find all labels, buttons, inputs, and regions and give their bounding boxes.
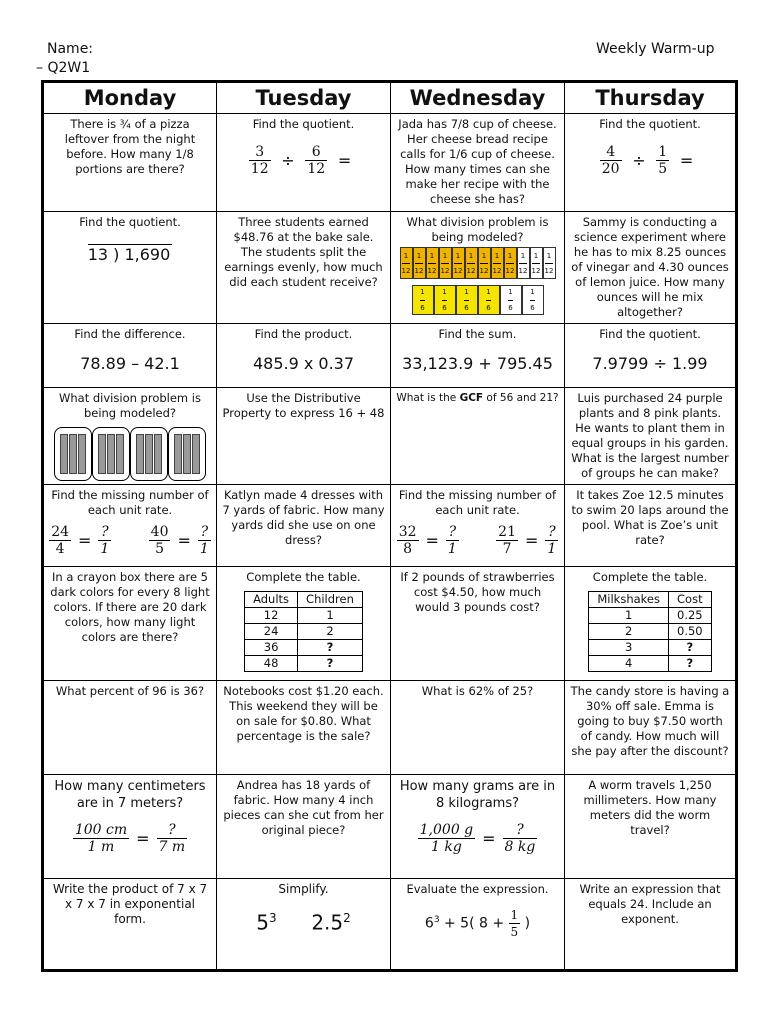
equals-sign: =: [482, 829, 496, 848]
group-box: [168, 427, 206, 481]
problem-cell: [565, 212, 737, 324]
bar-piece: [154, 434, 162, 474]
expression: 7.9799 ÷ 1.99: [592, 354, 708, 373]
table-row: [245, 624, 363, 640]
problem-cell: [217, 485, 391, 567]
fraction-strip-cell: 1 12: [439, 247, 452, 279]
numerator: 1,000 g: [419, 822, 474, 838]
problem-text: Notebooks cost $1.20 each. This weekend they will be on sale for $0.80. What percentage is the sale?: [223, 684, 384, 743]
page-title: Weekly Warm-up: [596, 41, 715, 57]
problem-prompt: Find the quotient.: [79, 215, 181, 229]
exponent: 2: [343, 911, 351, 925]
table-cell: 24: [245, 624, 298, 640]
equals-sign: =: [177, 531, 191, 550]
denominator: 1: [199, 541, 209, 557]
fraction-strip-cell: 1 6: [478, 285, 500, 315]
problem-prompt: Find the quotient.: [252, 117, 355, 131]
numerator: ?: [98, 524, 111, 541]
problem-cell: [43, 324, 217, 388]
day-thursday: Thursday: [565, 82, 737, 114]
equals-sign: =: [425, 531, 439, 550]
problem-prompt: Find the product.: [254, 327, 353, 341]
numerator: ?: [198, 524, 211, 541]
problem-cell: [391, 879, 565, 971]
problem-cell: [43, 681, 217, 775]
group-box: [130, 427, 168, 481]
table-cell: ?: [669, 656, 712, 672]
numerator: 1: [510, 908, 519, 922]
numerator: 4: [600, 144, 622, 161]
problem-prompt: Find the missing number of each unit rate.: [51, 488, 209, 517]
bar-piece: [192, 434, 200, 474]
table-cell: 1: [589, 608, 669, 624]
problem-text: Katlyn made 4 dresses with 7 yards of fabric. How many yards did she use on one dress?: [222, 488, 385, 547]
problem-prompt: Evaluate the expression.: [406, 882, 549, 896]
problem-text: Andrea has 18 yards of fabric. How many 4 inch pieces can she cut from her original piece?: [223, 778, 384, 837]
problem-text: How many grams are in 8 kilograms?: [399, 779, 556, 811]
problem-prompt: What division problem is being modeled?: [406, 215, 549, 244]
fraction-strip-cell: 1 12: [504, 247, 517, 279]
problem-cell: [391, 681, 565, 775]
numerator: 100 cm: [74, 822, 128, 838]
bar-piece: [107, 434, 115, 474]
denominator: 7 m: [158, 839, 186, 855]
problem-prompt: What division problem is being modeled?: [59, 391, 201, 420]
unit-rate-equations: [49, 524, 211, 557]
long-division: 13 ) 1,690: [87, 245, 171, 264]
bar-piece: [69, 434, 77, 474]
table-cell: ?: [298, 656, 363, 672]
fraction-strip-cell: 1 12: [530, 247, 543, 279]
problem-cell: [565, 114, 737, 212]
problem-text: The candy store is having a 30% off sale. Emma is going to buy $7.50 worth of candy. How much will she pay after the discount?: [570, 684, 730, 758]
expression: $6^3 + 5$( 8 + $\frac{1}{5}$ ): [424, 908, 531, 939]
bar-piece: [174, 434, 182, 474]
day-tuesday: Tuesday: [217, 82, 391, 114]
bar-piece: [60, 434, 68, 474]
fraction-strip-cell: 1 12: [465, 247, 478, 279]
problem-text: What is 62% of 25?: [421, 684, 534, 698]
gcf-term: GCF: [459, 392, 484, 404]
problem-text: How many centimeters are in 7 meters?: [54, 779, 206, 811]
numerator: 21: [498, 524, 516, 540]
equals-sign: =: [524, 531, 539, 550]
week-code: – Q2W1: [36, 60, 91, 76]
problem-text: Write the product of 7 x 7 x 7 x 7 in exponential form.: [52, 882, 208, 926]
table-cell: ?: [298, 640, 363, 656]
equals-sign: =: [136, 829, 150, 848]
day-monday: Monday: [43, 82, 217, 114]
bar-piece: [136, 434, 144, 474]
problem-prompt: Find the quotient.: [599, 117, 701, 131]
denominator: 5: [155, 541, 165, 557]
expression: 78.89 – 42.1: [80, 354, 180, 373]
problem-cell: [217, 388, 391, 485]
problem-prompt: Find the difference.: [74, 327, 186, 341]
name-label: Name:: [47, 41, 94, 57]
table-cell: 48: [245, 656, 298, 672]
day-wednesday: Wednesday: [391, 82, 565, 114]
problem-cell: [43, 879, 217, 971]
table-cell: ?: [669, 640, 712, 656]
bar-piece: [145, 434, 153, 474]
ratio-table: [244, 591, 363, 672]
problem-cell: [43, 485, 217, 567]
denominator: 1 m: [87, 839, 115, 855]
table-cell: 1: [298, 608, 363, 624]
table-row: [245, 608, 363, 624]
problem-text: Sammy is conducting a science experiment where he has to mix 8.25 ounces of vinegar and 4.30 ounces of lemon juice. How many ounces will he mix altogether?: [571, 215, 729, 319]
numerator: 24: [51, 524, 70, 540]
conversion-equation: [49, 822, 211, 855]
unit-rate-equations: [396, 524, 559, 557]
problem-cell: [565, 324, 737, 388]
exponent: 3: [268, 911, 277, 925]
numerator: 3: [249, 144, 271, 161]
base: 5: [256, 910, 269, 935]
table-cell: 2: [298, 624, 363, 640]
problem-text: There is ¾ of a pizza leftover from the night before. How many 1/8 portions are there?: [64, 117, 196, 176]
problem-cell: [217, 775, 391, 879]
table-header: Children: [298, 592, 363, 608]
sixths-fraction-strip: [396, 285, 559, 315]
problem-text: It takes Zoe 12.5 minutes to swim 20 laps around the pool. What is Zoe’s unit rate?: [571, 488, 729, 547]
exponent: 3: [433, 914, 440, 925]
denominator: 1: [100, 541, 110, 557]
ratio-table: [588, 591, 711, 672]
fraction-strip-cell: 1 12: [452, 247, 465, 279]
problem-prompt: Simplify.: [278, 882, 329, 896]
fraction-strip-cell: 1 12: [517, 247, 530, 279]
group-box: [92, 427, 130, 481]
problem-text: What percent of 96 is 36?: [55, 684, 205, 698]
problem-cell: [217, 879, 391, 971]
numerator: ?: [503, 822, 538, 839]
numerator: ?: [446, 524, 459, 541]
equals-sign: =: [679, 151, 694, 170]
problem-cell: [217, 681, 391, 775]
problem-prompt: Find the sum.: [438, 327, 517, 341]
numerator: 6: [305, 144, 327, 161]
table-header: Cost: [669, 592, 712, 608]
bar-piece: [78, 434, 86, 474]
equals-sign: =: [78, 531, 92, 550]
problem-cell: [565, 388, 737, 485]
table-row: [245, 656, 363, 672]
expression: 485.9 x 0.37: [252, 354, 355, 373]
table-row: [589, 624, 711, 640]
problem-prompt: Find the quotient.: [599, 327, 701, 341]
fraction-strip-cell: 1 12: [491, 247, 504, 279]
table-cell: 36: [245, 640, 298, 656]
table-header: Milkshakes: [589, 592, 669, 608]
fraction-strip-cell: 1 12: [413, 247, 426, 279]
warmup-grid: [41, 80, 738, 972]
problem-prompt: Complete the table.: [592, 570, 708, 584]
problem-cell: [391, 212, 565, 324]
problem-prompt: Complete the table.: [246, 570, 361, 584]
problem-cell: [43, 388, 217, 485]
problem-cell: [565, 681, 737, 775]
problem-text: A worm travels 1,250 millimeters. How many meters did the worm travel?: [583, 778, 717, 837]
fraction-strip-cell: 1 12: [426, 247, 439, 279]
fraction-strip-cell: 1 6: [412, 285, 434, 315]
numerator: ?: [545, 524, 558, 541]
denominator: 12: [250, 161, 269, 177]
table-header: Adults: [245, 592, 298, 608]
problem-prompt: Find the missing number of each unit rate.: [398, 488, 557, 517]
problem-text: Three students earned $48.76 at the bake sale. The students split the earnings evenly, how much did each student receive?: [224, 215, 383, 289]
denominator: 8: [403, 541, 413, 557]
denominator: 4: [55, 541, 65, 557]
powers-expression: [222, 910, 385, 935]
group-box: [54, 427, 92, 481]
denominator: 8 kg: [504, 839, 536, 855]
problem-cell: [391, 114, 565, 212]
denominator: 7: [502, 541, 512, 557]
table-cell: 12: [245, 608, 298, 624]
expression: 33,123.9 + 795.45: [402, 354, 553, 373]
numerator: 40: [150, 524, 169, 540]
problem-text: of 56 and 21?: [483, 392, 559, 404]
problem-text: If 2 pounds of strawberries cost $4.50, how much would 3 pounds cost?: [400, 570, 555, 614]
problem-text: In a crayon box there are 5 dark colors for every 8 light colors. If there are 20 dark colors, how many light colors are there?: [50, 570, 210, 644]
table-cell: 3: [589, 640, 669, 656]
divide-sign: ÷: [632, 151, 646, 170]
problem-cell: [43, 775, 217, 879]
problem-cell: [217, 567, 391, 681]
fraction-strip-cell: 1 6: [500, 285, 522, 315]
problem-cell: [43, 114, 217, 212]
problem-cell: [217, 114, 391, 212]
bar-piece: [98, 434, 106, 474]
fraction-strip-cell: 1 12: [400, 247, 413, 279]
denominator: 1 kg: [430, 839, 462, 855]
denominator: 5: [510, 925, 519, 939]
fraction-strip-cell: 1 6: [522, 285, 544, 315]
denominator: 1: [547, 541, 557, 557]
numerator: 1: [658, 144, 668, 160]
problem-cell: [565, 775, 737, 879]
table-cell: 4: [589, 656, 669, 672]
division-model: [49, 427, 211, 481]
numerator: 32: [398, 524, 417, 540]
problem-cell: [217, 212, 391, 324]
bar-piece: [183, 434, 191, 474]
problem-cell: [43, 567, 217, 681]
problem-cell: [565, 567, 737, 681]
problem-text: Jada has 7/8 cup of cheese. Her cheese bread recipe calls for 1/6 cup of cheese. How many times can she make her recipe with the cheese she has?: [398, 117, 557, 206]
problem-cell: [391, 775, 565, 879]
problem-cell: [43, 212, 217, 324]
problem-text: Use the Distributive Property to express 16 + 48: [222, 391, 385, 420]
twelfths-fraction-strip: [396, 247, 559, 279]
problem-cell: [391, 567, 565, 681]
problem-cell: [217, 324, 391, 388]
denominator: 1: [447, 541, 457, 557]
problem-cell: [391, 388, 565, 485]
problem-cell: [391, 324, 565, 388]
table-row: [245, 640, 363, 656]
denominator: 5: [658, 161, 668, 177]
numerator: ?: [157, 822, 188, 839]
problem-cell: [391, 485, 565, 567]
problem-text: Write an expression that equals 24. Include an exponent.: [579, 882, 721, 926]
table-cell: 0.50: [669, 624, 712, 640]
problem-cell: [565, 485, 737, 567]
fraction-expression: [222, 144, 385, 177]
denominator: 12: [307, 161, 326, 177]
table-row: [589, 608, 711, 624]
base: 2.5: [311, 910, 344, 935]
bar-piece: [116, 434, 124, 474]
table-row: [589, 656, 711, 672]
problem-text: Luis purchased 24 purple plants and 8 pink plants. He wants to plant them in equal groups in his garden. What is the largest number of groups he can make?: [571, 391, 729, 480]
conversion-equation: [396, 822, 559, 855]
divide-sign: ÷: [281, 151, 295, 170]
table-row: [589, 640, 711, 656]
fraction-strip-cell: 1 6: [456, 285, 478, 315]
problem-cell: [565, 879, 737, 971]
fraction-strip-cell: 1 6: [434, 285, 456, 315]
problem-text: What is the: [396, 392, 460, 404]
equals-sign: =: [337, 151, 352, 170]
table-cell: 0.25: [669, 608, 712, 624]
denominator: 20: [601, 161, 620, 177]
fraction-expression: [570, 144, 730, 177]
table-cell: 2: [589, 624, 669, 640]
fraction-strip-cell: 1 12: [543, 247, 556, 279]
fraction-strip-cell: 1 12: [478, 247, 491, 279]
